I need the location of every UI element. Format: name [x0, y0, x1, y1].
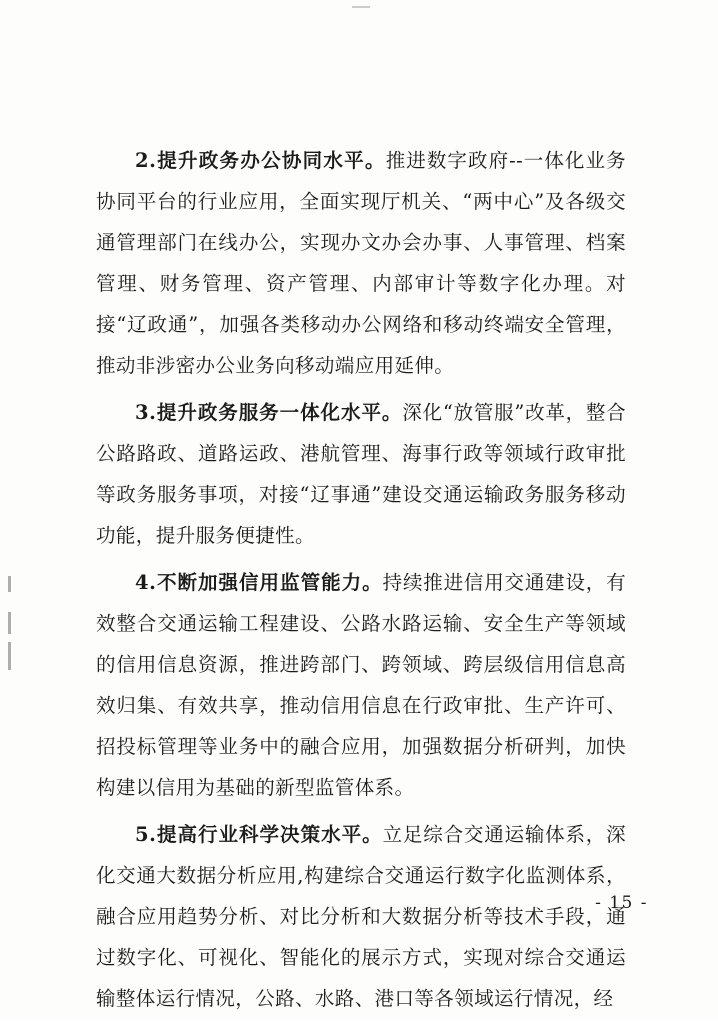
- paragraph-3-body: 深化“放管服”改革，整合公路路政、道路运政、港航管理、海事行政等领域行政审批等政务服务事项，对接“辽事通”建设交通运输政务服务移动功能，提升服务便捷性。: [96, 401, 626, 547]
- paragraph-2-lead: 2.提升政务办公协同水平。: [135, 149, 386, 172]
- page-number: - 15 -: [595, 893, 648, 913]
- paragraph-3: [96, 392, 626, 556]
- scan-artifact-margin-3: [8, 642, 11, 670]
- paragraph-2: [96, 140, 626, 386]
- paragraph-5: [96, 814, 626, 1019]
- paragraph-2-body: 推进数字政府--一体化业务协同平台的行业应用，全面实现厅机关、“两中心”及各级交通管理部门在线办公，实现办文办会办事、人事管理、档案管理、财务管理、资产管理、内部审计等数字化办理。对接“辽政通”，加强各类移动办公网络和移动终端安全管理，推动非涉密办公业务向移动端应用延伸。: [96, 149, 626, 377]
- paragraph-4-body: 持续推进信用交通建设，有效整合交通运输工程建设、公路水路运输、安全生产等领域的信用信息资源，推进跨部门、跨领域、跨层级信用信息高效归集、有效共享，推动信用信息在行政审批、生产许可、招投标管理等业务中的融合应用，加强数据分析研判，加快构建以信用为基础的新型监管体系。: [96, 571, 626, 799]
- paragraph-5-lead: 5.提高行业科学决策水平。: [135, 823, 383, 846]
- scan-artifact-margin-2: [8, 612, 11, 634]
- paragraph-4: [96, 562, 626, 808]
- scan-artifact-margin-1: [8, 576, 11, 592]
- paragraph-3-lead: 3.提升政务服务一体化水平。: [135, 401, 403, 424]
- paragraph-5-body: 立足综合交通运输体系，深化交通大数据分析应用,构建综合交通运行数字化监测体系，融合应用趋势分析、对比分析和大数据分析等技术手段，通过数字化、可视化、智能化的展示方式，实现对综合交通运输整体运行情况，公路、水路、港口等各领域运行情况，经: [96, 823, 626, 1010]
- document-body: [96, 140, 626, 1025]
- scan-artifact-top: [352, 6, 370, 8]
- paragraph-4-lead: 4.不断加强信用监管能力。: [135, 571, 383, 594]
